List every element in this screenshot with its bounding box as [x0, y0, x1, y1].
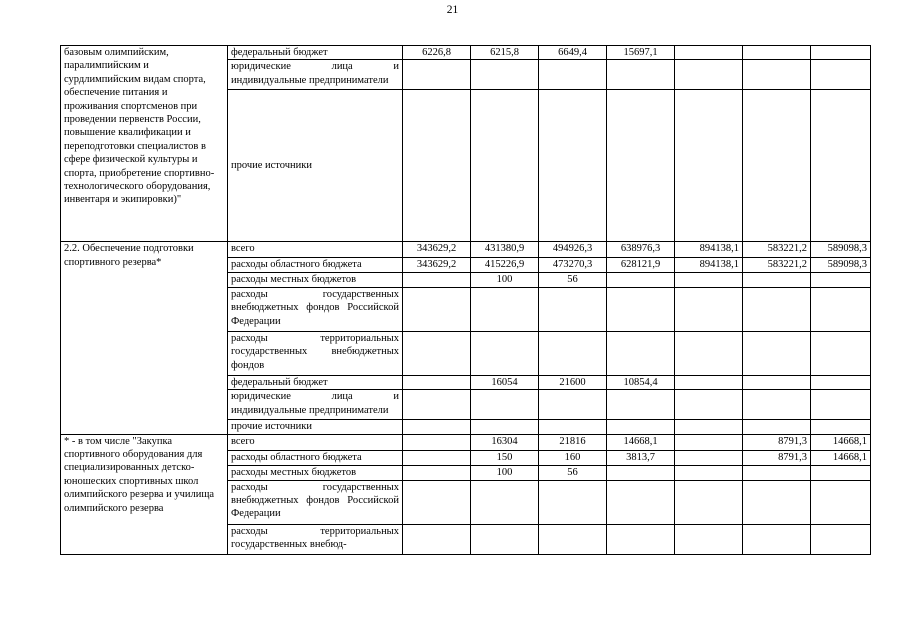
value-cell — [675, 46, 743, 60]
value-cell — [675, 465, 743, 480]
value-cell: 628121,9 — [607, 258, 675, 272]
value-cell: 100 — [471, 465, 539, 480]
value-cell — [403, 287, 471, 331]
value-cell — [403, 331, 471, 375]
value-cell: 14668,1 — [811, 434, 871, 450]
value-cell: 894138,1 — [675, 242, 743, 258]
value-cell — [471, 420, 539, 434]
value-cell — [539, 287, 607, 331]
value-cell — [743, 390, 811, 420]
value-cell — [675, 375, 743, 389]
value-cell — [743, 287, 811, 331]
value-cell — [607, 287, 675, 331]
value-cell — [539, 524, 607, 554]
value-cell — [811, 90, 871, 242]
table-row — [61, 242, 871, 258]
value-cell: 160 — [539, 450, 607, 465]
section-description: * - в том числе "Закупка спортивного оборудования для специализированных детско-юношеских спортивных школ олимпийского резерва и училища олимпийского резерва — [61, 434, 228, 554]
section-description: 2.2. Обеспечение подготовки спортивного резерва* — [61, 242, 228, 434]
value-cell — [811, 46, 871, 60]
value-cell: 14668,1 — [811, 450, 871, 465]
value-cell — [607, 524, 675, 554]
value-cell — [539, 90, 607, 242]
value-cell — [403, 375, 471, 389]
funding-source: расходы территориальных государственных внебюд- — [228, 524, 403, 554]
value-cell: 16304 — [471, 434, 539, 450]
value-cell — [539, 331, 607, 375]
value-cell: 16054 — [471, 375, 539, 389]
value-cell — [607, 90, 675, 242]
value-cell — [471, 524, 539, 554]
value-cell: 150 — [471, 450, 539, 465]
value-cell: 638976,3 — [607, 242, 675, 258]
value-cell: 343629,2 — [403, 258, 471, 272]
value-cell — [743, 90, 811, 242]
value-cell — [743, 420, 811, 434]
value-cell — [811, 390, 871, 420]
value-cell — [675, 420, 743, 434]
page-number: 21 — [446, 4, 459, 16]
value-cell — [539, 420, 607, 434]
value-cell — [471, 480, 539, 524]
value-cell — [403, 434, 471, 450]
value-cell — [743, 46, 811, 60]
value-cell — [607, 390, 675, 420]
funding-source: расходы территориальных государственных внебюджетных фондов — [228, 331, 403, 375]
funding-source: расходы государственных внебюджетных фондов Российской Федерации — [228, 287, 403, 331]
value-cell: 8791,3 — [743, 450, 811, 465]
value-cell — [675, 60, 743, 90]
value-cell: 494926,3 — [539, 242, 607, 258]
table-row — [61, 434, 871, 450]
value-cell — [675, 434, 743, 450]
funding-source: прочие источники — [228, 90, 403, 242]
value-cell — [539, 390, 607, 420]
funding-source: расходы областного бюджета — [228, 450, 403, 465]
value-cell: 894138,1 — [675, 258, 743, 272]
value-cell — [743, 375, 811, 389]
value-cell: 3813,7 — [607, 450, 675, 465]
table-row — [61, 46, 871, 60]
value-cell: 6649,4 — [539, 46, 607, 60]
value-cell — [675, 450, 743, 465]
value-cell — [743, 331, 811, 375]
value-cell — [471, 287, 539, 331]
value-cell — [607, 420, 675, 434]
value-cell — [811, 465, 871, 480]
value-cell: 10854,4 — [607, 375, 675, 389]
value-cell — [607, 480, 675, 524]
value-cell: 583221,2 — [743, 242, 811, 258]
value-cell — [403, 90, 471, 242]
value-cell — [403, 450, 471, 465]
value-cell — [811, 375, 871, 389]
funding-source: прочие источники — [228, 420, 403, 434]
value-cell — [403, 60, 471, 90]
value-cell — [403, 480, 471, 524]
value-cell: 21816 — [539, 434, 607, 450]
value-cell: 589098,3 — [811, 258, 871, 272]
value-cell — [403, 390, 471, 420]
section-description: базовым олимпийским, паралимпийским и сурдлимпийским видам спорта, обеспечение питания и проживания спортсменов при проведении первенств России, повышение квалификации и переподготовки специалистов в сфере физической культуры и спорта, приобретение спортивно-технологического оборудования, инвентаря и экипировки)" — [61, 46, 228, 242]
budget-table-body — [61, 46, 871, 555]
value-cell: 473270,3 — [539, 258, 607, 272]
funding-source: всего — [228, 434, 403, 450]
value-cell — [403, 420, 471, 434]
value-cell — [539, 480, 607, 524]
value-cell: 56 — [539, 272, 607, 287]
value-cell — [403, 465, 471, 480]
value-cell — [675, 390, 743, 420]
value-cell: 21600 — [539, 375, 607, 389]
value-cell — [811, 524, 871, 554]
value-cell: 589098,3 — [811, 242, 871, 258]
value-cell: 56 — [539, 465, 607, 480]
value-cell — [675, 287, 743, 331]
value-cell — [743, 465, 811, 480]
value-cell — [675, 272, 743, 287]
funding-source: юридические лица и индивидуальные предприниматели — [228, 60, 403, 90]
value-cell — [607, 465, 675, 480]
funding-source: юридические лица и индивидуальные предприниматели — [228, 390, 403, 420]
value-cell: 15697,1 — [607, 46, 675, 60]
funding-source: расходы местных бюджетов — [228, 465, 403, 480]
value-cell — [743, 272, 811, 287]
value-cell — [403, 272, 471, 287]
value-cell: 8791,3 — [743, 434, 811, 450]
value-cell: 583221,2 — [743, 258, 811, 272]
value-cell — [743, 480, 811, 524]
value-cell: 6215,8 — [471, 46, 539, 60]
value-cell — [675, 331, 743, 375]
value-cell: 100 — [471, 272, 539, 287]
value-cell — [811, 272, 871, 287]
value-cell — [743, 524, 811, 554]
value-cell — [811, 287, 871, 331]
funding-source: расходы местных бюджетов — [228, 272, 403, 287]
value-cell: 431380,9 — [471, 242, 539, 258]
value-cell — [811, 420, 871, 434]
value-cell — [471, 331, 539, 375]
value-cell — [539, 60, 607, 90]
value-cell: 415226,9 — [471, 258, 539, 272]
budget-table — [60, 45, 871, 555]
value-cell — [675, 480, 743, 524]
value-cell — [471, 90, 539, 242]
funding-source: федеральный бюджет — [228, 46, 403, 60]
value-cell — [811, 480, 871, 524]
funding-source: расходы государственных внебюджетных фондов Российской Федерации — [228, 480, 403, 524]
funding-source: федеральный бюджет — [228, 375, 403, 389]
value-cell — [811, 60, 871, 90]
value-cell — [743, 60, 811, 90]
value-cell — [471, 60, 539, 90]
funding-source: всего — [228, 242, 403, 258]
value-cell — [607, 60, 675, 90]
value-cell: 6226,8 — [403, 46, 471, 60]
value-cell: 343629,2 — [403, 242, 471, 258]
value-cell — [675, 524, 743, 554]
value-cell — [471, 390, 539, 420]
value-cell — [403, 524, 471, 554]
value-cell — [811, 331, 871, 375]
value-cell — [607, 272, 675, 287]
value-cell — [607, 331, 675, 375]
value-cell: 14668,1 — [607, 434, 675, 450]
value-cell — [675, 90, 743, 242]
funding-source: расходы областного бюджета — [228, 258, 403, 272]
